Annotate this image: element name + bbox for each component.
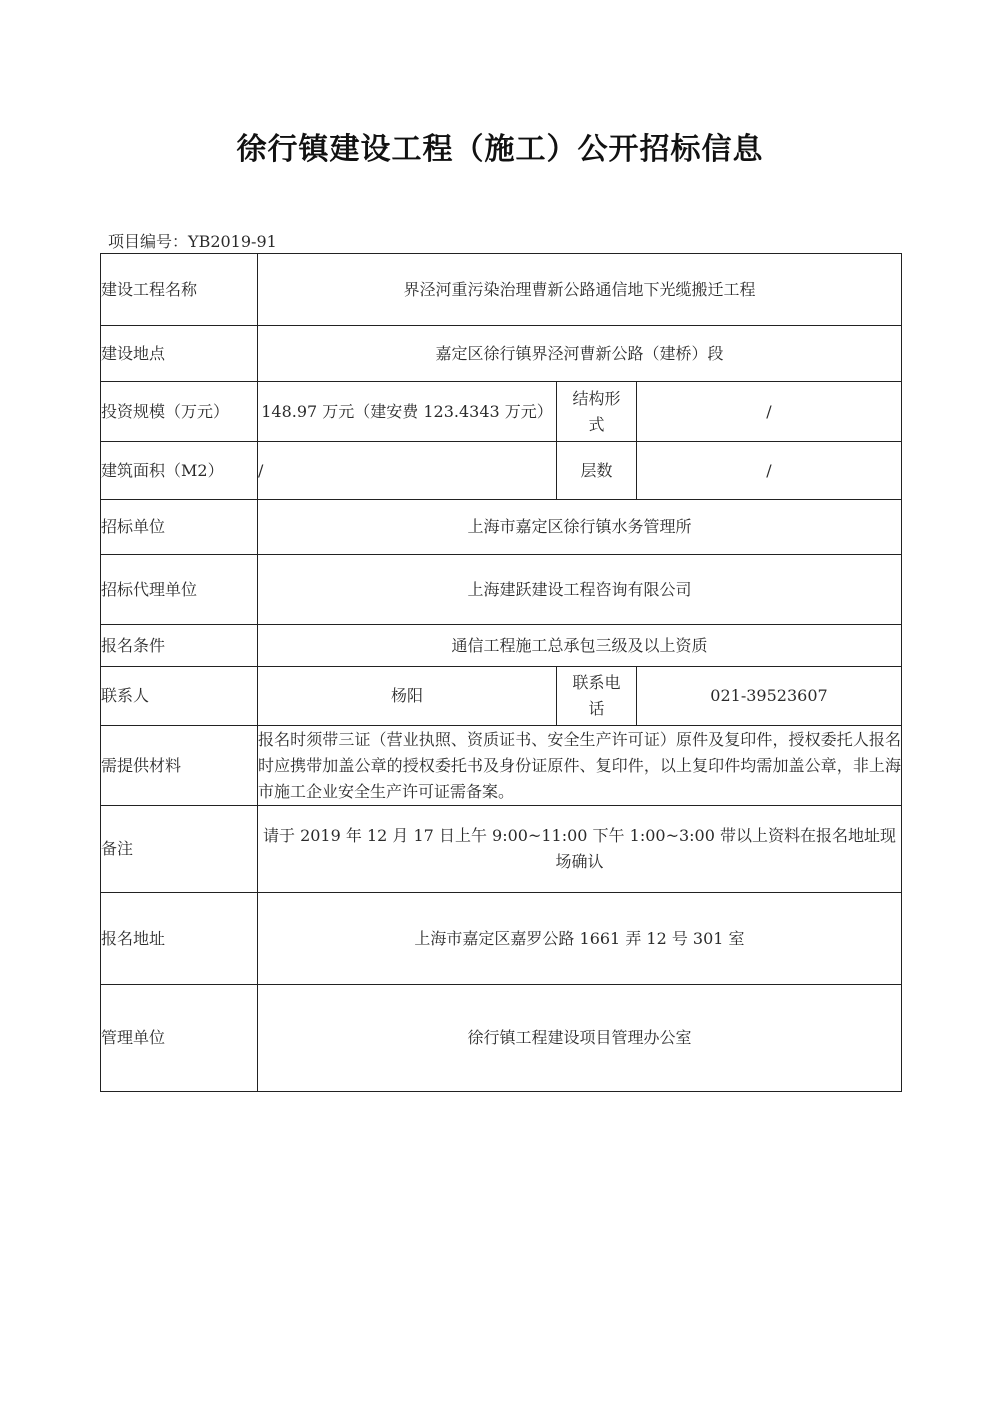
floors-label: 层数: [557, 442, 637, 500]
contact-label: 联系人: [101, 667, 258, 726]
project-number: 项目编号：YB2019-91: [108, 232, 277, 251]
address-label: 报名地址: [101, 893, 258, 985]
remarks-value: 请于 2019 年 12 月 17 日上午 9:00~11:00 下午 1:00~3:00 带以上资料在报名地址现场确认: [258, 806, 902, 893]
requirements-value: 通信工程施工总承包三级及以上资质: [258, 625, 902, 667]
phone-label: 联系电话: [557, 667, 637, 726]
requirements-label: 报名条件: [101, 625, 258, 667]
tender-info-table: [100, 253, 902, 1092]
table-row: [101, 667, 902, 726]
table-row: [101, 625, 902, 667]
agent-unit-value: 上海建跃建设工程咨询有限公司: [258, 555, 902, 625]
table-row: [101, 254, 902, 326]
remarks-label: 备注: [101, 806, 258, 893]
table-row: [101, 985, 902, 1092]
table-row: [101, 555, 902, 625]
management-value: 徐行镇工程建设项目管理办公室: [258, 985, 902, 1092]
contact-name: 杨阳: [258, 667, 557, 726]
table-row: [101, 326, 902, 382]
page-title: 徐行镇建设工程（施工）公开招标信息: [236, 132, 764, 167]
phone-value: 021-39523607: [637, 667, 902, 726]
floors-value: /: [637, 442, 902, 500]
structure-label: 结构形式: [557, 382, 637, 442]
table-row: [101, 442, 902, 500]
tender-unit-value: 上海市嘉定区徐行镇水务管理所: [258, 500, 902, 555]
table-row: [101, 382, 902, 442]
project-name-label: 建设工程名称: [101, 254, 258, 326]
address-value: 上海市嘉定区嘉罗公路 1661 弄 12 号 301 室: [258, 893, 902, 985]
area-label: 建筑面积（M2）: [101, 442, 258, 500]
project-name-value: 界泾河重污染治理曹新公路通信地下光缆搬迁工程: [258, 254, 902, 326]
management-label: 管理单位: [101, 985, 258, 1092]
investment-value: 148.97 万元（建安费 123.4343 万元）: [258, 382, 557, 442]
agent-unit-label: 招标代理单位: [101, 555, 258, 625]
table-row: [101, 500, 902, 555]
structure-value: /: [637, 382, 902, 442]
tender-unit-label: 招标单位: [101, 500, 258, 555]
area-value: /: [258, 442, 557, 500]
materials-value: 报名时须带三证（营业执照、资质证书、安全生产许可证）原件及复印件，授权委托人报名时应携带加盖公章的授权委托书及身份证原件、复印件，以上复印件均需加盖公章，非上海市施工企业安全生产许可证需备案。: [258, 726, 902, 806]
table-row: [101, 893, 902, 985]
table-row: [101, 806, 902, 893]
location-label: 建设地点: [101, 326, 258, 382]
table-row: [101, 726, 902, 806]
location-value: 嘉定区徐行镇界泾河曹新公路（建桥）段: [258, 326, 902, 382]
investment-label: 投资规模（万元）: [101, 382, 258, 442]
materials-label: 需提供材料: [101, 726, 258, 806]
